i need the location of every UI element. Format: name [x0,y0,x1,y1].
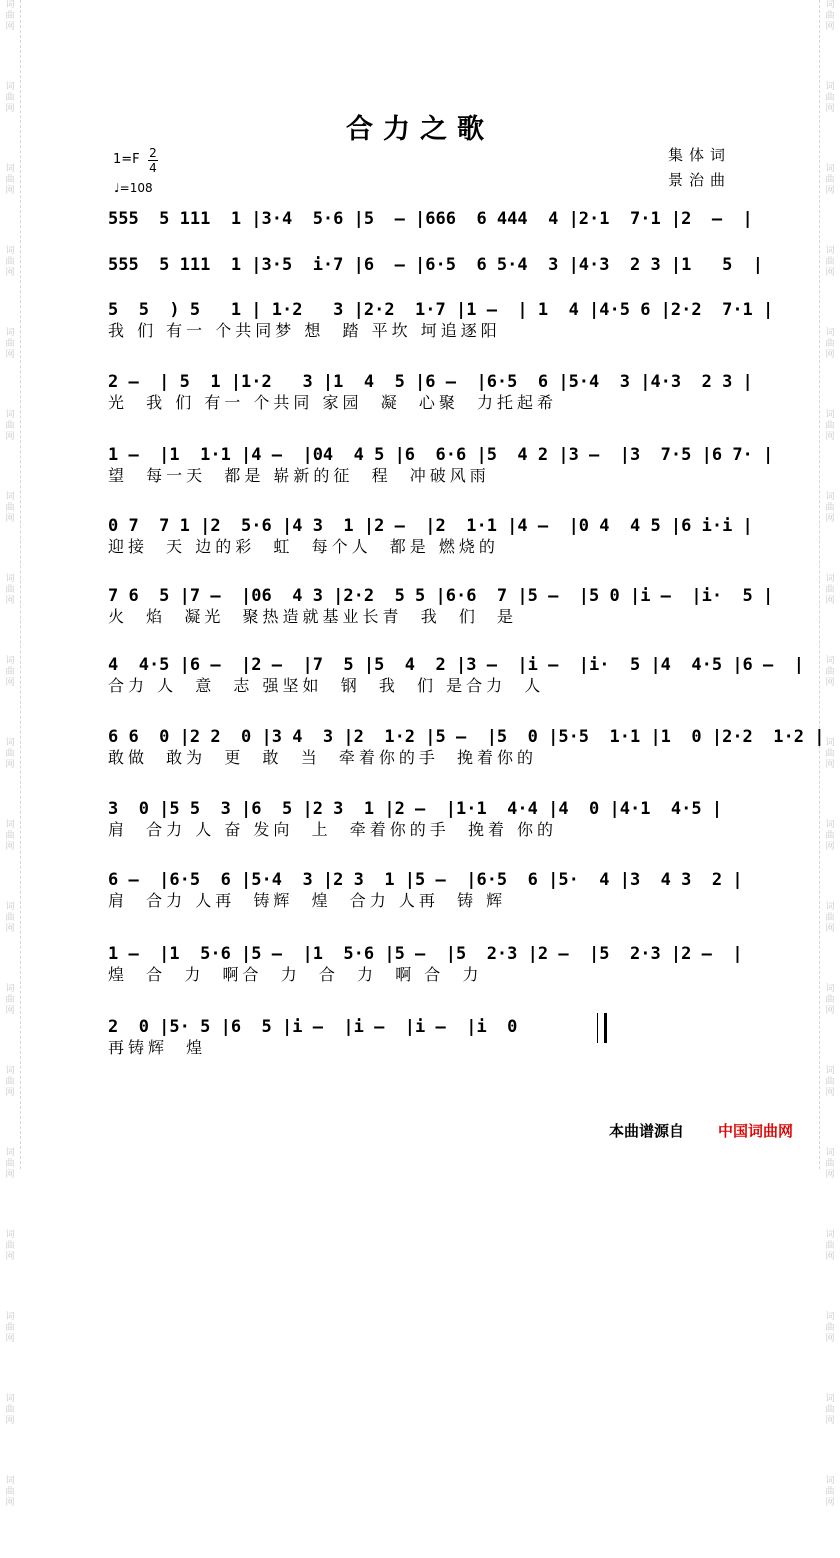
score-notes-line-2: 555 5 111 1 |3·5 i·7 |6 – |6·5 6 5·4 3 |4·3 2 3 |1 5 | [108,255,764,275]
song-title: 合力之歌 [346,114,494,145]
watermark-unit: 词 曲 网 [5,1312,15,1344]
watermark-unit: 词 曲 网 [825,738,835,770]
watermark-unit: 词 曲 网 [5,410,15,442]
watermark-unit: 词 曲 网 [825,0,835,32]
watermark-unit: 词 曲 网 [5,820,15,852]
score-notes-line-7: 7 6 5 |7 – |06 4 3 |2·2 5 5 |6·6 7 |5 – |5 0 |i – |i· 5 | [108,586,774,606]
time-signature-top: 2 [149,146,157,160]
score-notes-line-10: 3 0 |5 5 3 |6 5 |2 3 1 |2 – |1·1 4·4 |4 0 |4·1 4·5 | [108,799,723,819]
watermark-unit: 词 曲 网 [5,492,15,524]
score-notes-line-9: 6 6 0 |2 2 0 |3 4 3 |2 1·2 |5 – |5 0 |5·5 1·1 |1 0 |2·2 1·2 | [108,727,825,747]
score-notes-line-8: 4 4·5 |6 – |2 – |7 5 |5 4 2 |3 – |i – |i· 5 |4 4·5 |6 – | [108,655,804,675]
watermark-unit: 词 曲 网 [825,328,835,360]
watermark-unit: 词 曲 网 [5,738,15,770]
score-lyrics-line-10: 肩 合力 人 奋 发向 上 牵着你的手 挽着 你的 [108,820,558,839]
time-signature-bottom: 4 [149,161,157,175]
watermark-unit: 词 曲 网 [825,574,835,606]
watermark-unit: 词 曲 网 [5,246,15,278]
final-barline [597,1013,607,1043]
footer-site-label[interactable]: 中国词曲网 [718,1122,794,1140]
watermark-unit: 词 曲 网 [5,82,15,114]
watermark-unit: 词 曲 网 [5,164,15,196]
watermark-unit: 词 曲 网 [825,902,835,934]
watermark-unit: 词 曲 网 [825,410,835,442]
watermark-unit: 词 曲 网 [5,984,15,1016]
watermark-unit: 词 曲 网 [825,1148,835,1180]
score-lyrics-line-3: 我 们 有一 个共同梦 想 踏 平坎 坷追逐阳 [108,321,501,340]
watermark-unit: 词 曲 网 [825,1066,835,1098]
score-notes-line-4: 2 – | 5 1 |1·2 3 |1 4 5 |6 – |6·5 6 |5·4 3 |4·3 2 3 | [108,372,753,392]
score-lyrics-line-12: 煌 合 力 啊合 力 合 力 啊 合 力 [108,965,483,984]
score-notes-line-12: 1 – |1 5·6 |5 – |1 5·6 |5 – |5 2·3 |2 – |5 2·3 |2 – | [108,944,743,964]
watermark-unit: 词 曲 网 [825,82,835,114]
watermark-unit: 词 曲 网 [5,1394,15,1426]
score-lyrics-line-8: 合力 人 意 志 强坚如 钢 我 们 是合力 人 [108,676,545,695]
left-margin-line [20,0,21,1169]
score-lyrics-line-4: 光 我 们 有一 个共同 家园 凝 心聚 力托起希 [108,393,558,412]
watermark-unit: 词 曲 网 [5,1066,15,1098]
score-notes-line-13: 2 0 |5· 5 |6 5 |i – |i – |i – |i 0 [108,1017,528,1037]
tempo-marking: ♩=108 [114,181,153,195]
score-lyrics-line-13: 再铸辉 煌 [108,1038,207,1057]
right-watermark [822,0,838,1558]
watermark-unit: 词 曲 网 [825,1476,835,1508]
watermark-unit: 词 曲 网 [5,0,15,32]
watermark-unit: 词 曲 网 [5,574,15,606]
left-watermark [2,0,18,1558]
watermark-unit: 词 曲 网 [5,902,15,934]
score-notes-line-5: 1 – |1 1·1 |4 – |04 4 5 |6 6·6 |5 4 2 |3 – |3 7·5 |6 7· | [108,445,774,465]
score-notes-line-11: 6 – |6·5 6 |5·4 3 |2 3 1 |5 – |6·5 6 |5· 4 |3 4 3 2 | [108,870,743,890]
score-lyrics-line-11: 肩 合力 人再 铸辉 煌 合力 人再 铸 辉 [108,891,507,910]
watermark-unit: 词 曲 网 [825,984,835,1016]
watermark-unit: 词 曲 网 [825,1230,835,1262]
watermark-unit: 词 曲 网 [5,1476,15,1508]
watermark-unit: 词 曲 网 [5,1148,15,1180]
watermark-unit: 词 曲 网 [5,1230,15,1262]
watermark-unit: 词 曲 网 [825,164,835,196]
time-signature [148,146,158,175]
watermark-unit: 词 曲 网 [825,246,835,278]
score-lyrics-line-6: 迎接 天 边的彩 虹 每个人 都是 燃烧的 [108,537,499,556]
watermark-unit: 词 曲 网 [5,328,15,360]
score-notes-line-6: 0 7 7 1 |2 5·6 |4 3 1 |2 – |2 1·1 |4 – |0 4 4 5 |6 i·i | [108,516,753,536]
watermark-unit: 词 曲 网 [825,492,835,524]
right-margin-line [819,0,820,1169]
watermark-unit: 词 曲 网 [825,656,835,688]
composer: 景治曲 [668,171,732,189]
credits [668,143,731,193]
score-lyrics-line-5: 望 每一天 都是 崭新的征 程 冲破风雨 [108,466,490,485]
watermark-unit: 词 曲 网 [825,1394,835,1426]
score-notes-line-3: 5 5 ) 5 1 | 1·2 3 |2·2 1·7 |1 – | 1 4 |4·5 6 |2·2 7·1 | [108,300,774,320]
watermark-unit: 词 曲 网 [825,820,835,852]
footer-source-label: 本曲谱源自 [609,1122,685,1140]
watermark-unit: 词 曲 网 [825,1312,835,1344]
watermark-unit: 词 曲 网 [5,656,15,688]
key-signature: 1=F [113,152,140,167]
score-lyrics-line-7: 火 焰 凝光 聚热造就基业长青 我 们 是 [108,607,518,626]
lyricist: 集体词 [668,146,732,164]
score-notes-line-1: 555 5 111 1 |3·4 5·6 |5 – |666 6 444 4 |2·1 7·1 |2 – | [108,209,753,229]
score-lyrics-line-9: 敢做 敢为 更 敢 当 牵着你的手 挽着你的 [108,748,538,767]
